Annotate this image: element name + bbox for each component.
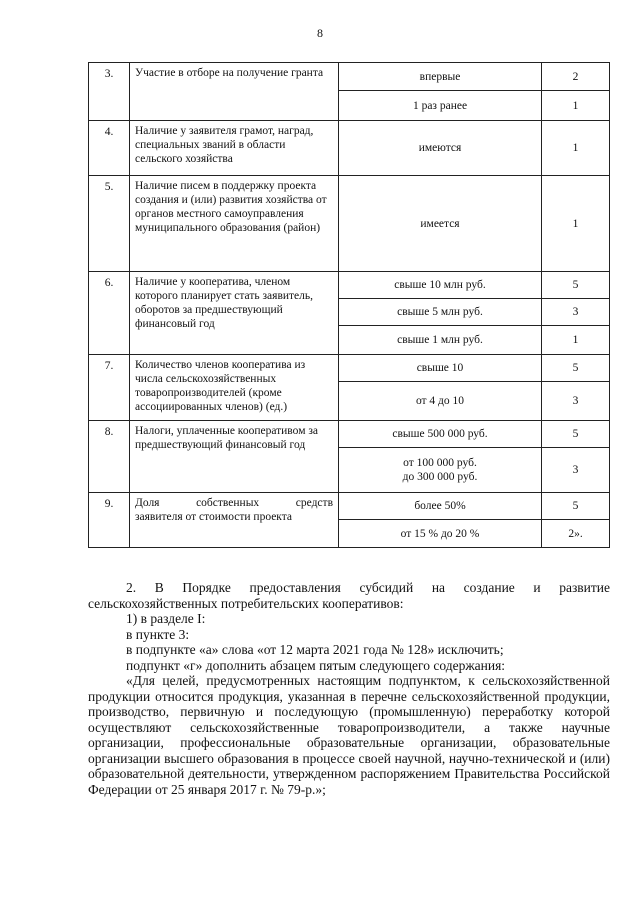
condition-line: до 300 000 руб. bbox=[402, 471, 478, 483]
criterion-score: 5 bbox=[542, 493, 610, 520]
row-number: 9. bbox=[89, 493, 130, 548]
table-row bbox=[89, 421, 610, 448]
criterion-condition: свыше 1 млн руб. bbox=[339, 326, 542, 355]
paragraph: в подпункте «а» слова «от 12 марта 2021 года № 128» исключить; bbox=[126, 642, 504, 657]
criterion-score: 1 bbox=[542, 121, 610, 176]
criterion-condition: 1 раз ранее bbox=[339, 91, 542, 121]
row-number: 7. bbox=[89, 355, 130, 421]
criterion-condition: впервые bbox=[339, 63, 542, 91]
criterion-score: 1 bbox=[542, 176, 610, 272]
criterion-score: 1 bbox=[542, 91, 610, 121]
criterion-condition: имеется bbox=[339, 176, 542, 272]
paragraph: «Для целей, предусмотренных настоящим подпунктом, к сельскохозяйственной продукции относится продукция, указанная в перечне сельскохозяйственной продукции, производство, первичную и последующую (промышленную) переработку которой осуществляют сельскохозяйственные товаропроизводители, а также научные организации, профессиональные образовательные организации, образовательные организации высшего образования в процессе своей научной, научно-технической и (или) образовательной деятельности, утвержденном распоряжением Правительства Российской Федерации от 25 января 2017 г. № 79-р.»; bbox=[88, 673, 610, 797]
paragraph: сельскохозяйственных потребительских кооперативов: bbox=[88, 595, 404, 611]
criterion-score: 2». bbox=[542, 520, 610, 548]
criterion-description: Налоги, уплаченные кооперативом за предшествующий финансовый год bbox=[130, 421, 339, 493]
table-row bbox=[89, 121, 610, 176]
criteria-table bbox=[88, 62, 610, 548]
criterion-condition: от 15 % до 20 % bbox=[339, 520, 542, 548]
criterion-score: 3 bbox=[542, 448, 610, 493]
criterion-score: 3 bbox=[542, 299, 610, 326]
criterion-description: Участие в отборе на получение гранта bbox=[130, 63, 339, 121]
criterion-condition bbox=[339, 448, 542, 493]
condition-line: от 100 000 руб. bbox=[403, 457, 477, 469]
paragraph: подпункт «г» дополнить абзацем пятым следующего содержания: bbox=[126, 657, 506, 673]
criterion-condition: свыше 10 bbox=[339, 355, 542, 382]
paragraph: в пункте 3: bbox=[126, 626, 190, 642]
criterion-score: 2 bbox=[542, 63, 610, 91]
page-number: 8 bbox=[317, 26, 323, 40]
table-row bbox=[89, 493, 610, 520]
table-row bbox=[89, 272, 610, 299]
paragraph: 2. В Порядке предоставления субсидий на создание и развитие bbox=[126, 580, 610, 595]
row-number: 8. bbox=[89, 421, 130, 493]
criterion-condition: свыше 5 млн руб. bbox=[339, 299, 542, 326]
criterion-condition: более 50% bbox=[339, 493, 542, 520]
criterion-condition: имеются bbox=[339, 121, 542, 176]
table-row bbox=[89, 63, 610, 91]
criterion-description: Наличие у кооператива, членом которого планирует стать заявитель, оборотов за предшествующий финансовый год bbox=[130, 272, 339, 355]
body-text bbox=[88, 580, 610, 797]
criterion-description: Наличие писем в поддержку проекта создания и (или) развития хозяйства от органов местного самоуправления муниципального образования (район) bbox=[130, 176, 339, 272]
criterion-description: Количество членов кооператива из числа сельскохозяйственных товаропроизводителей (кроме ассоциированных членов) (ед.) bbox=[130, 355, 339, 421]
table-row bbox=[89, 355, 610, 382]
criterion-score: 1 bbox=[542, 326, 610, 355]
row-number: 6. bbox=[89, 272, 130, 355]
criterion-condition: свыше 10 млн руб. bbox=[339, 272, 542, 299]
row-number: 5. bbox=[89, 176, 130, 272]
criterion-score: 5 bbox=[542, 355, 610, 382]
description-line: Доля собственных средств bbox=[135, 497, 333, 509]
table-row bbox=[89, 176, 610, 272]
criterion-score: 3 bbox=[542, 382, 610, 421]
description-line: заявителя от стоимости проекта bbox=[135, 511, 293, 523]
criterion-score: 5 bbox=[542, 272, 610, 299]
paragraph: 1) в разделе I: bbox=[126, 611, 206, 626]
row-number: 3. bbox=[89, 63, 130, 121]
criterion-score: 5 bbox=[542, 421, 610, 448]
criterion-description bbox=[130, 493, 339, 548]
row-number: 4. bbox=[89, 121, 130, 176]
criterion-condition: свыше 500 000 руб. bbox=[339, 421, 542, 448]
criterion-condition: от 4 до 10 bbox=[339, 382, 542, 421]
criterion-description: Наличие у заявителя грамот, наград, специальных званий в области сельского хозяйства bbox=[130, 121, 339, 176]
